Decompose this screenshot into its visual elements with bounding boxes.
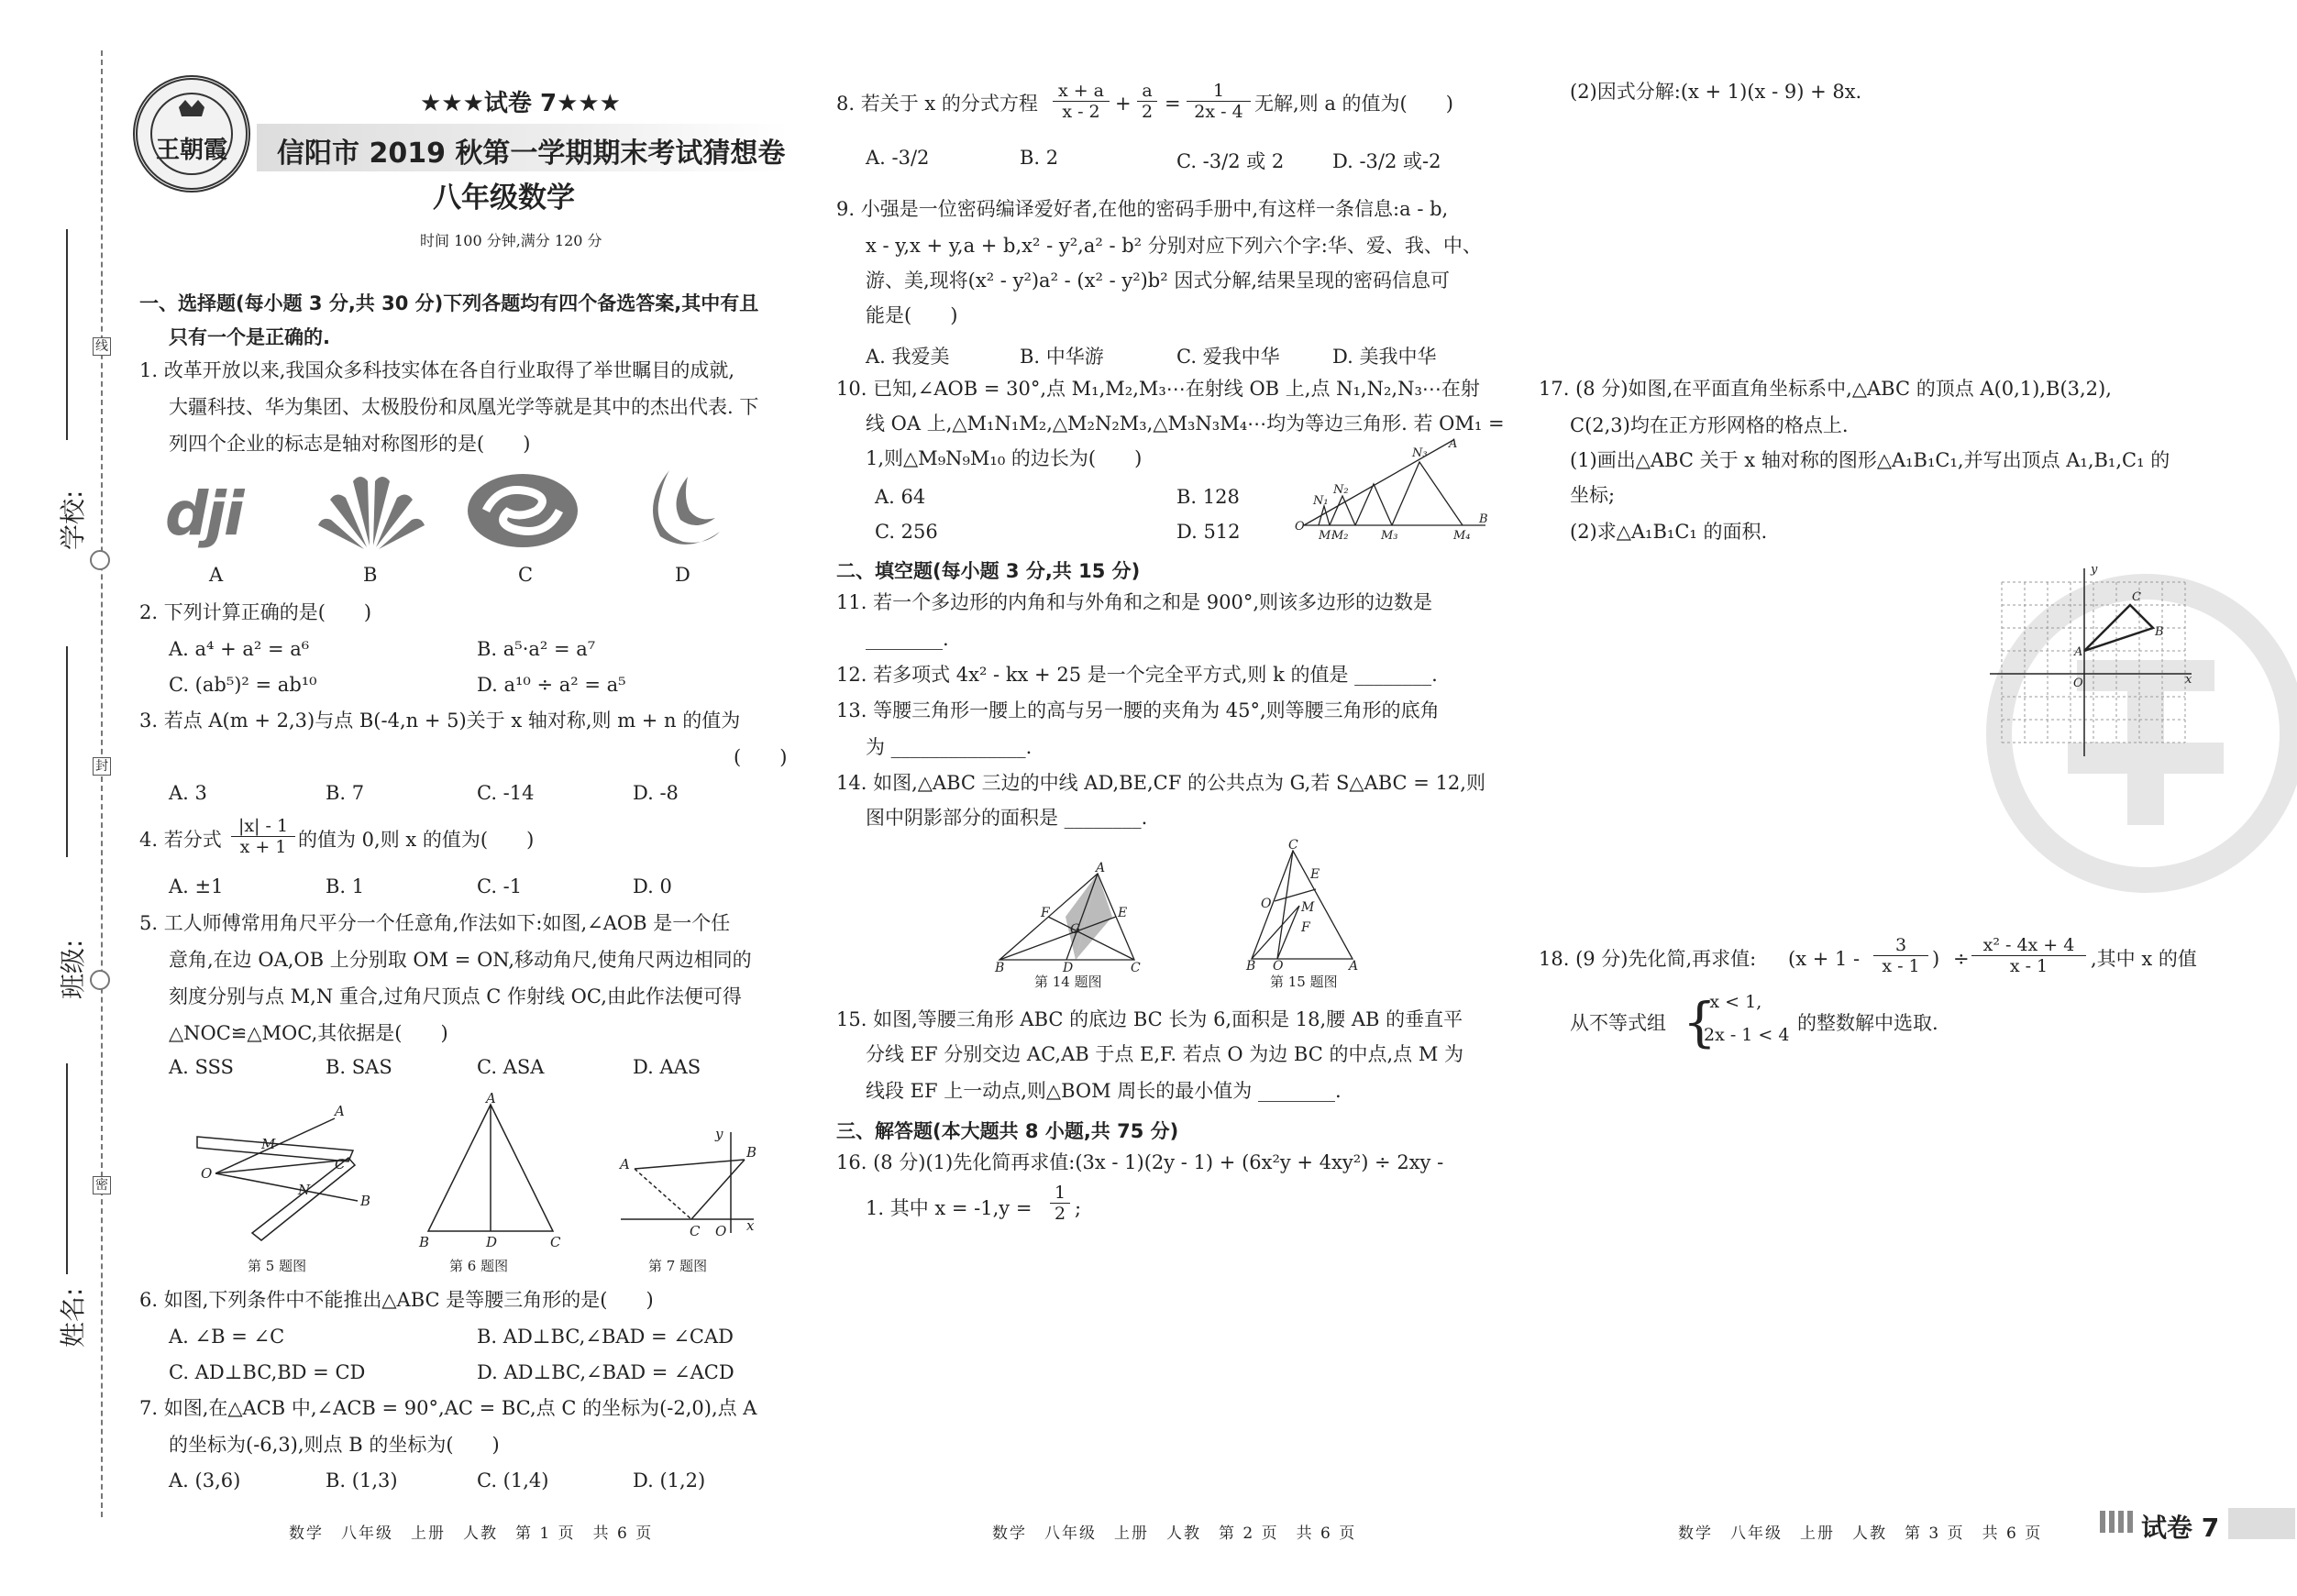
svg-text:O: O	[1261, 897, 1272, 911]
q18-fraction-2	[1971, 935, 2086, 976]
svg-text:N: N	[298, 1182, 311, 1198]
svg-text:D: D	[1063, 961, 1074, 975]
figure-14	[995, 861, 1151, 975]
svg-text:N₂: N₂	[1333, 483, 1349, 497]
svg-text:B: B	[995, 961, 1005, 975]
q18-f2-denominator: x - 1	[2009, 956, 2049, 976]
figure-7	[616, 1128, 763, 1242]
svg-text:B: B	[360, 1193, 371, 1209]
logo-text: 王朝霞	[155, 137, 227, 164]
figure-15	[1242, 838, 1371, 974]
section-2-heading: 二、填空题(每小题 3 分,共 15 分)	[836, 560, 1141, 582]
q8-f2-numerator: a	[1137, 81, 1157, 102]
svg-text:B: B	[746, 1144, 757, 1161]
section-3-heading: 三、解答题(本大题共 8 小题,共 75 分)	[836, 1120, 1179, 1142]
q18-lparen: (x + 1 -	[1788, 948, 1861, 970]
cut-line	[101, 50, 103, 1517]
q5-line3: 刻度分别与点 M,N 重合,过角尺顶点 C 作射线 OC,由此作法便可得	[169, 985, 742, 1007]
q13-line2: 为 ______________.	[866, 736, 1033, 758]
svg-text:M₃: M₃	[1381, 529, 1398, 543]
q9-line4: 能是( )	[866, 304, 958, 326]
q15-line1: 15. 如图,等腰三角形 ABC 的底边 BC 长为 6,面积是 18,腰 AB 的垂直平	[836, 1008, 1463, 1030]
q11-line2[interactable]: ________.	[866, 628, 949, 650]
q1-line3: 列四个企业的标志是轴对称图形的是( )	[169, 433, 531, 455]
q6-option-c[interactable]: C. AD⊥BC,BD = CD	[169, 1361, 366, 1383]
footer-badge: 试卷 7	[2141, 1513, 2220, 1543]
taiji-logo-icon	[463, 469, 582, 552]
q2-option-c[interactable]: C. (ab⁵)² = ab¹⁰	[169, 674, 317, 696]
svg-text:C: C	[550, 1234, 561, 1250]
name-label: 姓名:	[58, 1287, 88, 1348]
q2-option-b[interactable]: B. a⁵·a² = a⁷	[477, 638, 596, 660]
seal-dot-icon	[90, 970, 110, 990]
svg-text:G: G	[1070, 922, 1081, 937]
q15-line3: 线段 EF 上一动点,则△BOM 周长的最小值为 ________.	[866, 1080, 1342, 1102]
figure-5	[197, 1095, 381, 1242]
svg-text:y: y	[715, 1126, 723, 1142]
q15-line2: 分线 EF 分别交边 AC,AB 于点 E,F. 若点 O 为边 BC 的中点,点 M 为	[866, 1043, 1464, 1065]
q5-option-a[interactable]: A. SSS	[169, 1056, 234, 1078]
q7-line2: 的坐标为(-6,3),则点 B 的坐标为( )	[169, 1434, 500, 1456]
q8-stem-pre: 8. 若关于 x 的分式方程	[836, 93, 1038, 115]
section-1-heading: 一、选择题(每小题 3 分,共 30 分)下列各题均有四个备选答案,其中有且	[139, 292, 759, 314]
q8-f1-denominator: x - 2	[1062, 102, 1100, 122]
q7-option-a[interactable]: A. (3,6)	[169, 1469, 241, 1491]
q5-option-b[interactable]: B. SAS	[326, 1056, 392, 1078]
q4-option-a[interactable]: A. ±1	[169, 875, 224, 897]
footer-page-1: 数学 八年级 上册 人教 第 1 页 共 6 页	[289, 1524, 654, 1543]
svg-text:B: B	[419, 1234, 430, 1250]
svg-text:N₃: N₃	[1412, 446, 1428, 460]
svg-text:E: E	[1310, 867, 1320, 882]
svg-text:O: O	[201, 1165, 213, 1182]
q4-numerator: |x| - 1	[231, 816, 295, 837]
q18-fraction-1	[1873, 935, 1928, 976]
q5-option-c[interactable]: C. ASA	[477, 1056, 545, 1078]
svg-text:y: y	[2091, 563, 2098, 577]
svg-text:M: M	[261, 1136, 276, 1152]
q4-stem-post: 的值为 0,则 x 的值为( )	[298, 829, 535, 851]
q18-f1-numerator: 3	[1873, 935, 1928, 956]
q9-option-c[interactable]: C. 爱我中华	[1176, 346, 1280, 368]
svg-text:E: E	[1118, 906, 1128, 920]
q1-option-c[interactable]: C	[518, 564, 534, 586]
svg-text:C: C	[1288, 838, 1298, 853]
svg-text:O: O	[1295, 520, 1305, 534]
q3-option-c[interactable]: C. -14	[477, 782, 535, 804]
q18-f2-numerator: x² - 4x + 4	[1971, 935, 2086, 956]
q10-option-c[interactable]: C. 256	[875, 521, 938, 543]
q18-rparen: )	[1932, 948, 1940, 970]
q4-denominator: x + 1	[239, 837, 287, 857]
q10-option-a[interactable]: A. 64	[875, 486, 926, 508]
footer-dots-icon	[2100, 1511, 2137, 1533]
q16-line2-pre: 1. 其中 x = -1,y =	[866, 1197, 1033, 1219]
q14-line1: 14. 如图,△ABC 三边的中线 AD,BE,CF 的公共点为 G,若 S△ABC = 12,则	[836, 772, 1485, 794]
q18-ineq-1: -x < 1,	[1704, 992, 1762, 1012]
q3-stem: 3. 若点 A(m + 2,3)与点 B(-4,n + 5)关于 x 轴对称,则 m + n 的值为	[139, 710, 741, 732]
q10-line1: 10. 已知,∠AOB = 30°,点 M₁,M₂,M₃⋯在射线 OB 上,点 N₁,N₂,N₃⋯在射	[836, 378, 1480, 400]
q8-fraction-3	[1187, 81, 1251, 122]
q16-denominator: 2	[1054, 1204, 1066, 1224]
q3-option-b[interactable]: B. 7	[326, 782, 365, 804]
q1-option-b[interactable]: B	[363, 564, 378, 586]
q8-f2-denominator: 2	[1141, 102, 1154, 122]
name-field[interactable]	[66, 1063, 68, 1274]
q14-line2: 图中阴影部分的面积是 ________.	[866, 807, 1148, 829]
q8-option-d[interactable]: D. -3/2 或-2	[1332, 150, 1441, 172]
figure-17-grid	[1985, 564, 2196, 765]
q4-option-d[interactable]: D. 0	[633, 875, 672, 897]
q16-line1: 16. (8 分)(1)先化简再求值:(3x - 1)(2y - 1) + (6x²y + 4xy²) ÷ 2xy -	[836, 1151, 1444, 1173]
q3-option-a[interactable]: A. 3	[169, 782, 207, 804]
figure-6	[417, 1090, 564, 1256]
q16-line2-post: ;	[1075, 1197, 1082, 1219]
school-field[interactable]	[66, 229, 68, 440]
q7-line1: 7. 如图,在△ACB 中,∠ACB = 90°,AC = BC,点 C 的坐标为(-2,0),点 A	[139, 1397, 757, 1419]
q6-option-a[interactable]: A. ∠B = ∠C	[169, 1326, 285, 1348]
q3-option-d[interactable]: D. -8	[633, 782, 679, 804]
q18-ineq-2: 2x - 1 < 4	[1704, 1025, 1790, 1045]
q4-stem-pre: 4. 若分式	[139, 829, 222, 851]
svg-text:M₁: M₁	[1319, 529, 1336, 543]
q7-option-d[interactable]: D. (1,2)	[633, 1469, 706, 1491]
q9-line1: 9. 小强是一位密码编译爱好者,在他的密码手册中,有这样一条信息:a - b,	[836, 198, 1449, 220]
q2-option-a[interactable]: A. a⁴ + a² = a⁶	[169, 638, 310, 660]
q12-stem: 12. 若多项式 4x² - kx + 25 是一个完全平方式,则 k 的值是 ________.	[836, 664, 1438, 686]
svg-text:x: x	[2185, 673, 2192, 687]
q11-line1: 11. 若一个多边形的内角和与外角和之和是 900°,则该多边形的边数是	[836, 591, 1433, 613]
svg-text:x: x	[746, 1217, 755, 1234]
svg-text:O: O	[715, 1223, 727, 1239]
q18-div: ÷	[1953, 948, 1970, 970]
q8-f1-numerator: x + a	[1053, 81, 1110, 102]
svg-text:O: O	[1273, 959, 1284, 974]
q10-option-d[interactable]: D. 512	[1176, 521, 1241, 543]
page-title: 信阳市 2019 秋第一学期期末考试猜想卷	[277, 138, 786, 170]
q10-line2: 线 OA 上,△M₁N₁M₂,△M₂N₂M₃,△M₃N₃M₄⋯均为等边三角形. 若 OM₁ =	[866, 413, 1505, 435]
q1-line1: 1. 改革开放以来,我国众多科技实体在各自行业取得了举世瞩目的成就,	[139, 359, 735, 381]
seal-dot-icon	[90, 550, 110, 570]
svg-text:C: C	[335, 1156, 346, 1172]
q18-line1-post: ,其中 x 的值	[2091, 948, 2197, 970]
q8-fraction-2	[1137, 81, 1157, 122]
q5-option-d[interactable]: D. AAS	[633, 1056, 701, 1078]
svg-text:A: A	[335, 1103, 345, 1119]
q1-option-a[interactable]: A	[209, 564, 224, 586]
seal-line: 线	[93, 337, 111, 356]
phoenix-logo-icon	[633, 463, 734, 555]
q17-line2: C(2,3)均在正方形网格的格点上.	[1570, 414, 1849, 436]
svg-text:N₁: N₁	[1313, 494, 1329, 508]
q17-line4: 坐标;	[1570, 484, 1616, 506]
footer-page-3: 数学 八年级 上册 人教 第 3 页 共 6 页	[1678, 1524, 2043, 1543]
svg-text:A: A	[1449, 437, 1458, 451]
q9-line2: x - y,x + y,a + b,x² - y²,a² - b² 分别对应下列六个字:华、爱、我、中、	[866, 235, 1482, 257]
q2-stem: 2. 下列计算正确的是( )	[139, 601, 372, 623]
fig15-caption: 第 15 题图	[1270, 974, 1338, 990]
svg-text:M₄: M₄	[1453, 529, 1471, 543]
q6-option-b[interactable]: B. AD⊥BC,∠BAD = ∠CAD	[477, 1326, 734, 1348]
svg-text:M₂: M₂	[1331, 529, 1349, 543]
subject-title: 八年级数学	[433, 182, 575, 215]
q18-line2-post: 的整数解中选取.	[1797, 1012, 1938, 1034]
svg-text:B: B	[1246, 959, 1256, 974]
figure-10	[1293, 438, 1495, 546]
q4-option-c[interactable]: C. -1	[477, 875, 523, 897]
q17-line5: (2)求△A₁B₁C₁ 的面积.	[1570, 521, 1768, 543]
q6-stem: 6. 如图,下列条件中不能推出△ABC 是等腰三角形的是( )	[139, 1289, 654, 1311]
logo-seal	[133, 75, 250, 193]
footer-page-2: 数学 八年级 上册 人教 第 2 页 共 6 页	[992, 1524, 1357, 1543]
q9-option-b[interactable]: B. 中华游	[1020, 346, 1104, 368]
svg-text:C: C	[1131, 961, 1141, 975]
svg-text:O: O	[2073, 677, 2083, 690]
dji-logo-icon: dji	[165, 479, 242, 549]
q8-option-a[interactable]: A. -3/2	[866, 147, 930, 169]
q9-option-a[interactable]: A. 我爱美	[866, 346, 950, 368]
q2-option-d[interactable]: D. a¹⁰ ÷ a² = a⁵	[477, 674, 626, 696]
q4-option-b[interactable]: B. 1	[326, 875, 365, 897]
q16-part2: (2)因式分解:(x + 1)(x - 9) + 8x.	[1570, 81, 1862, 103]
class-label: 班级:	[58, 939, 88, 999]
seal-mi: 密	[93, 1176, 111, 1194]
class-field[interactable]	[66, 646, 68, 857]
q8-f3-denominator: 2x - 4	[1194, 102, 1243, 122]
q17-line3: (1)画出△ABC 关于 x 轴对称的图形△A₁B₁C₁,并写出顶点 A₁,B₁,C₁ 的	[1570, 449, 2170, 471]
q10-line3: 1,则△M₉N₉M₁₀ 的边长为( )	[866, 447, 1143, 469]
time-note: 时间 100 分钟,满分 120 分	[420, 232, 602, 249]
q16-numerator: 1	[1050, 1183, 1070, 1204]
q8-option-c[interactable]: C. -3/2 或 2	[1176, 150, 1285, 172]
huawei-logo-icon	[316, 463, 426, 555]
q8-fraction-1	[1053, 81, 1110, 122]
fig6-caption: 第 6 题图	[449, 1258, 509, 1274]
q8-option-b[interactable]: B. 2	[1020, 147, 1059, 169]
q5-line1: 5. 工人师傅常用角尺平分一个任意角,作法如下:如图,∠AOB 是一个任	[139, 912, 731, 934]
paper-number: ★★★试卷 7★★★	[420, 90, 621, 117]
svg-text:A: A	[620, 1156, 630, 1172]
footer-badge-band	[2228, 1508, 2295, 1539]
q8-equals: =	[1165, 93, 1181, 115]
q5-line2: 意角,在边 OA,OB 上分别取 OM = ON,移动角尺,使角尺两边相同的	[169, 949, 752, 971]
svg-text:D: D	[486, 1234, 498, 1250]
q16-fraction	[1050, 1183, 1070, 1224]
svg-text:A: A	[2074, 645, 2083, 659]
q10-option-b[interactable]: B. 128	[1176, 486, 1240, 508]
q9-line3: 游、美,现将(x² - y²)a² - (x² - y²)b² 因式分解,结果呈现的密码信息可	[866, 270, 1451, 292]
svg-text:F: F	[1041, 906, 1050, 920]
q8-f3-numerator: 1	[1187, 81, 1251, 102]
q18-line2-pre: 从不等式组	[1570, 1012, 1666, 1034]
q6-option-d[interactable]: D. AD⊥BC,∠BAD = ∠ACD	[477, 1361, 734, 1383]
svg-text:F: F	[1301, 920, 1310, 935]
q5-line4: △NOC≌△MOC,其依据是( )	[169, 1022, 448, 1044]
svg-text:B: B	[1479, 512, 1488, 526]
school-label: 学校:	[58, 490, 88, 550]
svg-text:A: A	[1096, 861, 1106, 875]
svg-text:C: C	[690, 1223, 701, 1239]
q18-line1-pre: 18. (9 分)先化简,再求值:	[1539, 948, 1757, 970]
q17-line1: 17. (8 分)如图,在平面直角坐标系中,△ABC 的顶点 A(0,1),B(3,2),	[1539, 378, 2112, 400]
q3-paren: ( )	[734, 746, 788, 768]
svg-text:A: A	[486, 1090, 496, 1106]
seal-feng: 封	[93, 757, 111, 776]
svg-text:B: B	[2155, 625, 2164, 639]
q7-option-b[interactable]: B. (1,3)	[326, 1469, 398, 1491]
q1-option-d[interactable]: D	[675, 564, 690, 586]
q18-f1-denominator: x - 1	[1882, 956, 1920, 976]
svg-text:C: C	[2132, 590, 2141, 604]
q8-plus: +	[1115, 93, 1132, 115]
q4-fraction	[231, 816, 295, 857]
fig14-caption: 第 14 题图	[1034, 974, 1102, 990]
q18-brace: {	[1683, 991, 1717, 1053]
q1-line2: 大疆科技、华为集团、太极股份和凤凰光学等就是其中的杰出代表. 下	[169, 396, 759, 418]
q8-stem-post: 无解,则 a 的值为( )	[1254, 93, 1453, 115]
svg-text:M: M	[1301, 900, 1315, 915]
q13-line1: 13. 等腰三角形一腰上的高与另一腰的夹角为 45°,则等腰三角形的底角	[836, 699, 1440, 721]
fig5-caption: 第 5 题图	[248, 1258, 307, 1274]
svg-text:A: A	[1349, 959, 1359, 974]
q9-option-d[interactable]: D. 美我中华	[1332, 346, 1437, 368]
section-1-heading-2: 只有一个是正确的.	[169, 326, 330, 348]
q7-option-c[interactable]: C. (1,4)	[477, 1469, 549, 1491]
fig7-caption: 第 7 题图	[648, 1258, 708, 1274]
